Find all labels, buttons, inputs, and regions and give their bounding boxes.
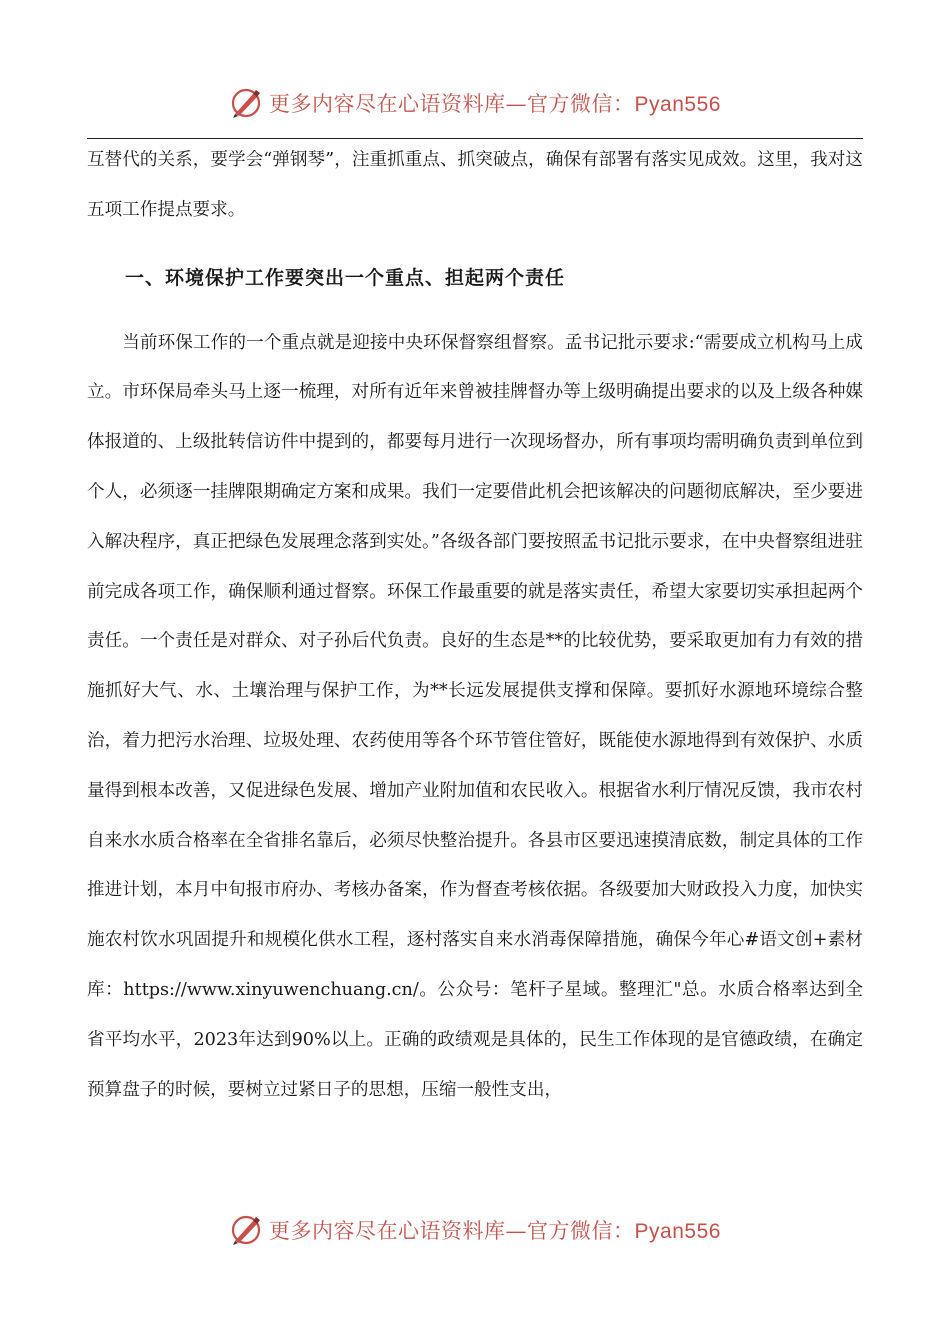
header-wechat-id: Pyan556 (634, 93, 721, 116)
document-body (87, 136, 863, 1115)
pen-circle-logo-icon (229, 86, 263, 120)
footer-watermark-text: 更多内容尽在心语资料库—官方微信：Pyan556 (269, 1219, 721, 1243)
header-watermark-banner (0, 83, 950, 123)
body-paragraph: 当前环保工作的一个重点就是迎接中央环保督察组督察。孟书记批示要求:“需要成立机构马上成立。市环保局牵头马上逐一梳理，对所有近年来曾被挂牌督办等上级明确提出要求的以及上级各种媒体报道的、上级批转信访件中提到的，都要每月进行一次现场督办，所有事项均需明确负责到单位到个人，必须逐一挂牌限期确定方案和成果。我们一定要借此机会把该解决的问题彻底解决，至少要进入解决程序，真正把绿色发展理念落到实处。”各级各部门要按照孟书记批示要求，在中央督察组进驻前完成各项工作，确保顺利通过督察。环保工作最重要的就是落实责任，希望大家要切实承担起两个责任。一个责任是对群众、对子孙后代负责。良好的生态是**的比较优势，要采取更加有力有效的措施抓好大气、水、土壤治理与保护工作，为**长远发展提供支撑和保障。要抓好水源地环境综合整治，着力把污水治理、垃圾处理、农药使用等各个环节管住管好，既能使水源地得到有效保护、水质量得到根本改善，又促进绿色发展、增加产业附加值和农民收入。根据省水利厅情况反馈，我市农村自来水水质合格率在全省排名靠后，必须尽快整治提升。各县市区要迅速摸清底数，制定具体的工作推进计划，本月中旬报市府办、考核办备案，作为督查考核依据。各级要加大财政投入力度，加快实施农村饮水巩固提升和规模化供水工程，逐村落实自来水消毒保障措施，确保今年心#语文创+素材库：https://www.xinyuwenchuang.cn/。公众号：笔杆子星域。整理汇"总。水质合格率达到全省平均水平，2023年达到90%以上。正确的政绩观是具体的，民生工作体现的是官德政绩，在确定预算盘子的时候，要树立过紧日子的思想，压缩一般性支出， (87, 332, 863, 1100)
header-watermark-text: 更多内容尽在心语资料库—官方微信：Pyan556 (269, 92, 721, 116)
footer-wechat-id: Pyan556 (634, 1220, 721, 1243)
footer-watermark-banner (0, 1210, 950, 1250)
section-heading: 一、环境保护工作要突出一个重点、担起两个责任 (125, 266, 566, 289)
intro-paragraph: 互替代的关系，要学会“弹钢琴”，注重抓重点、抓突破点，确保有部署有落实见成效。这里，我对这五项工作提点要求。 (87, 150, 863, 220)
pen-circle-logo-icon (229, 1213, 263, 1247)
